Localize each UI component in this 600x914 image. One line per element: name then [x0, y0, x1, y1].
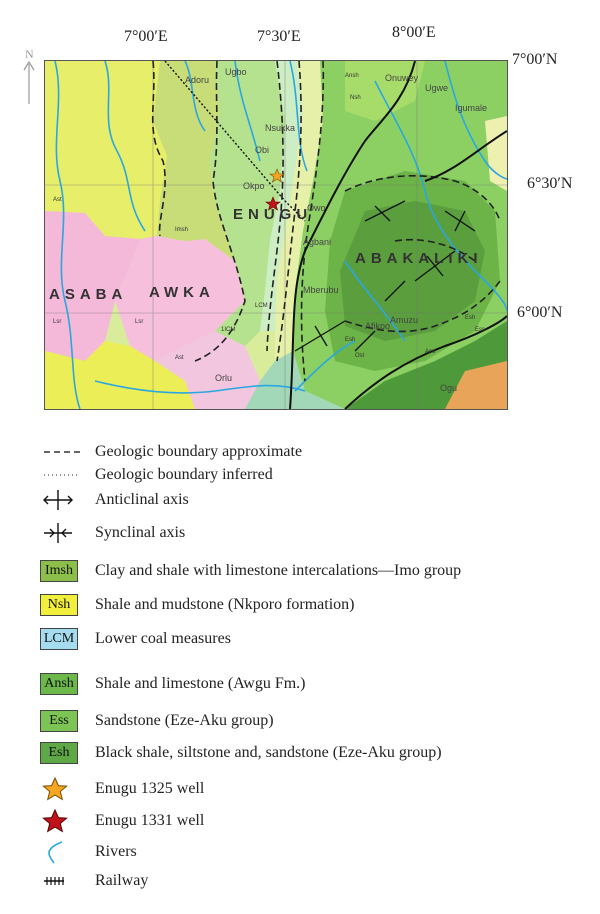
unit-label: Nsh — [350, 95, 361, 101]
unit-label: Lsr — [53, 319, 62, 325]
longitude-label-7-30: 7°30′E — [257, 28, 301, 45]
legend-label: Clay and shale with limestone intercalations—Imo group — [95, 562, 462, 579]
legend-row-rivers — [40, 837, 137, 867]
unit-swatch-imsh: Imsh — [40, 560, 78, 582]
city-label-abakaliki: ABAKALIKI — [355, 250, 483, 267]
unit-label: 1ICM — [221, 327, 236, 333]
town-label: Nsukka — [265, 123, 296, 133]
legend-label: Geologic boundary approximate — [95, 443, 303, 460]
river-icon — [40, 839, 84, 865]
longitude-label-7-00: 7°00′E — [124, 28, 168, 45]
town-label: Ugwe — [425, 83, 449, 93]
legend-label: Rivers — [95, 843, 137, 860]
unit-label: Ast — [53, 197, 62, 203]
legend-row-syncline — [40, 518, 185, 548]
legend-label: Enugu 1325 well — [95, 780, 205, 797]
anticline-icon — [40, 487, 84, 513]
unit-swatch-lcm: LCM — [40, 628, 78, 650]
legend-row-railway — [40, 866, 148, 896]
unit-label: Ost — [355, 353, 365, 359]
unit-swatch-esh: Esh — [40, 742, 78, 764]
unit-label: Ess — [475, 327, 486, 333]
unit-label: Lsr — [135, 319, 144, 325]
legend-label: Shale and mudstone (Nkporo formation) — [95, 596, 355, 613]
longitude-label-8-00: 8°00′E — [392, 24, 436, 41]
unit-swatch-ansh: Ansh — [40, 673, 78, 695]
town-label: Agbani — [303, 237, 332, 247]
latitude-label-7-00: 7°00′N — [512, 51, 558, 68]
town-label: Afikpo — [365, 321, 391, 331]
legend-row-well-1331 — [40, 806, 204, 836]
legend-row-anticline — [40, 485, 189, 515]
star-red-icon — [40, 808, 84, 834]
unit-label: Imsh — [175, 227, 189, 233]
syncline-icon — [40, 520, 84, 546]
unit-label: LCM — [255, 303, 268, 309]
legend-label: Synclinal axis — [95, 524, 186, 541]
legend-row-lcm — [40, 624, 231, 654]
unit-label: Aso — [425, 349, 436, 355]
town-label: Amuzu — [390, 315, 419, 325]
town-label: Orlu — [215, 373, 233, 383]
legend-label: Sandstone (Eze-Aku group) — [95, 712, 274, 729]
town-label: Onuwey — [385, 73, 419, 83]
town-label: Okpo — [243, 181, 265, 191]
town-label: Obi — [255, 145, 270, 155]
unit-swatch-ess: Ess — [40, 710, 78, 732]
legend-row-imsh — [40, 556, 461, 586]
legend-label: Anticlinal axis — [95, 491, 189, 508]
legend-row-well-1325 — [40, 774, 204, 804]
north-label: N — [25, 47, 34, 61]
legend-label: Geologic boundary inferred — [95, 466, 273, 483]
city-label-awka: AWKA — [149, 284, 215, 301]
unit-label: Ast — [175, 355, 184, 361]
unit-label: Ansh — [345, 73, 359, 79]
city-label-asaba: ASABA — [49, 286, 128, 303]
legend-label: Lower coal measures — [95, 630, 231, 647]
star-orange-icon — [40, 776, 84, 802]
town-label: Adoru — [185, 75, 210, 85]
legend-row-nsh — [40, 590, 355, 620]
railway-icon — [40, 868, 84, 894]
legend-label: Black shale, siltstone and, sandstone (Eze-Aku group) — [95, 744, 442, 761]
unit-label: Esh — [465, 315, 476, 321]
latitude-label-6-30: 6°30′N — [527, 175, 573, 192]
legend-label: Railway — [95, 872, 149, 889]
legend-row-ess — [40, 706, 274, 736]
city-label-enugu: ENUGU — [233, 206, 313, 223]
legend-label: Enugu 1331 well — [95, 812, 205, 829]
latitude-label-6-00: 6°00′N — [517, 304, 563, 321]
unit-label: Esh — [345, 337, 356, 343]
north-arrow-icon — [20, 46, 42, 108]
town-label: Mberubu — [303, 285, 339, 295]
town-label: Ugbo — [225, 67, 247, 77]
legend-row-ansh — [40, 669, 306, 699]
legend-row-esh — [40, 738, 442, 768]
unit-swatch-nsh: Nsh — [40, 594, 78, 616]
legend-label: Shale and limestone (Awgu Fm.) — [95, 675, 306, 692]
town-label: Owo — [307, 203, 326, 213]
town-label: Ogu — [440, 383, 458, 393]
town-label: Igumale — [455, 103, 488, 113]
geologic-map — [44, 60, 508, 410]
